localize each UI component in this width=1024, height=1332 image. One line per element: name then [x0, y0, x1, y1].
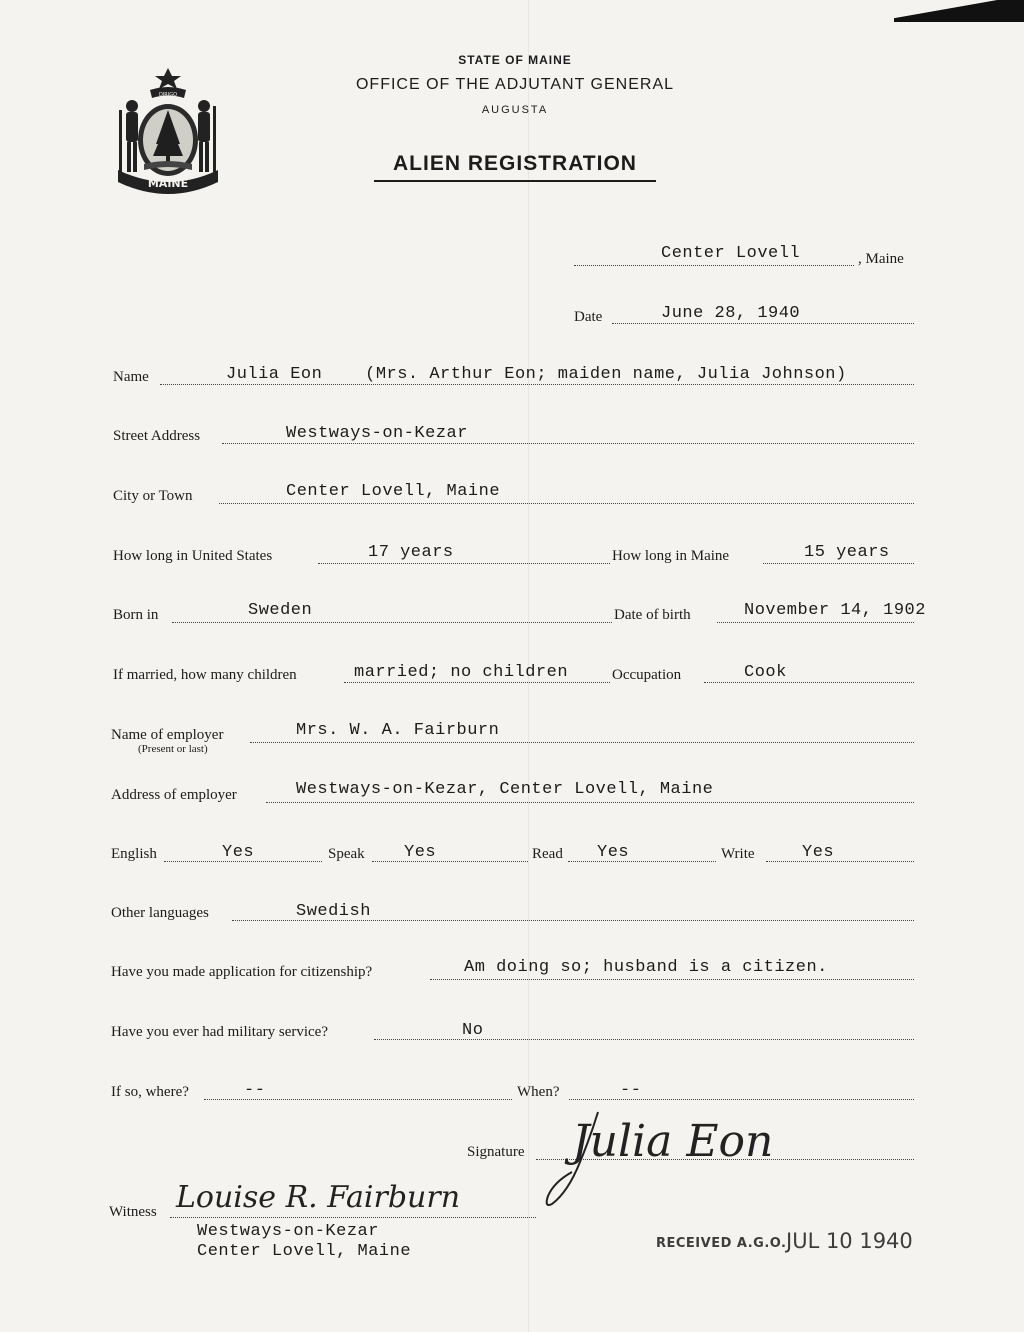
children-value: married; no children	[354, 663, 569, 682]
received-stamp-date: JUL 10 1940	[786, 1229, 913, 1253]
citizenship-label: Have you made application for citizenship?	[111, 964, 373, 980]
signature-flourish	[542, 1108, 602, 1210]
witness-label: Witness	[109, 1204, 157, 1220]
employer-address-value: Westways-on-Kezar, Center Lovell, Maine	[296, 780, 714, 799]
birth-date-label: Date of birth	[614, 607, 691, 623]
employer-address-line	[266, 802, 914, 803]
english-label: English	[111, 846, 157, 862]
name-line	[160, 384, 914, 385]
witness-line	[170, 1217, 536, 1218]
signature-label: Signature	[467, 1144, 525, 1160]
other-languages-value: Swedish	[296, 902, 371, 921]
write-value: Yes	[802, 843, 835, 862]
military-value: No	[462, 1021, 484, 1040]
seal-motto: DIRIGO	[158, 92, 178, 98]
where-value: --	[244, 1081, 266, 1100]
born-line	[172, 622, 612, 623]
read-value: Yes	[597, 843, 630, 862]
applicant-signature: Julia Eon	[572, 1116, 774, 1167]
witness-address-line2: Center Lovell, Maine	[197, 1242, 412, 1261]
born-label: Born in	[113, 607, 159, 623]
seal-banner: MAINE	[147, 177, 189, 190]
speak-label: Speak	[328, 846, 365, 862]
citizenship-value: Am doing so; husband is a citizen.	[464, 958, 828, 977]
us-time-label: How long in United States	[113, 548, 273, 564]
where-label: If so, where?	[111, 1084, 189, 1100]
us-time-value: 17 years	[368, 543, 454, 562]
read-line	[568, 861, 716, 862]
form-title: ALIEN REGISTRATION	[374, 152, 656, 182]
employer-sublabel: (Present or last)	[138, 743, 208, 755]
maine-time-line	[763, 563, 914, 564]
occupation-label: Occupation	[612, 667, 682, 683]
city-heading: AUGUSTA	[481, 104, 549, 116]
us-time-line	[318, 563, 610, 564]
witness-signature: Louise R. Fairburn	[176, 1180, 461, 1215]
children-label: If married, how many children	[113, 667, 297, 683]
read-label: Read	[532, 846, 563, 862]
maine-state-seal	[110, 66, 226, 200]
speak-line	[372, 861, 528, 862]
children-line	[344, 682, 610, 683]
received-stamp-prefix: RECEIVED A.G.O.	[656, 1236, 787, 1251]
scan-corner-shadow	[894, 0, 1024, 22]
citizenship-line	[430, 979, 914, 980]
when-label: When?	[517, 1084, 560, 1100]
name-value: Julia Eon (Mrs. Arthur Eon; maiden name, Julia Johnson)	[226, 365, 847, 384]
city-label: City or Town	[113, 488, 193, 504]
maine-time-label: How long in Maine	[612, 548, 730, 564]
occupation-line	[704, 682, 914, 683]
employer-address-label: Address of employer	[111, 787, 237, 803]
military-line	[374, 1039, 914, 1040]
street-value: Westways-on-Kezar	[286, 424, 468, 443]
employer-label: Name of employer	[111, 727, 224, 743]
other-languages-label: Other languages	[111, 905, 209, 921]
maine-time-value: 15 years	[804, 543, 890, 562]
place-suffix: , Maine	[858, 251, 904, 267]
office-heading: OFFICE OF THE ADJUTANT GENERAL	[355, 76, 675, 93]
street-line	[222, 443, 914, 444]
place-line	[574, 265, 854, 266]
date-label: Date	[574, 309, 603, 325]
date-line	[612, 323, 914, 324]
write-line	[766, 861, 914, 862]
birth-date-value: November 14, 1902	[744, 601, 926, 620]
city-line	[219, 503, 914, 504]
military-label: Have you ever had military service?	[111, 1024, 328, 1040]
employer-value: Mrs. W. A. Fairburn	[296, 721, 500, 740]
english-value: Yes	[222, 843, 255, 862]
name-label: Name	[113, 369, 149, 385]
date-value: June 28, 1940	[661, 304, 801, 323]
when-value: --	[620, 1081, 642, 1100]
birth-date-line	[717, 622, 914, 623]
employer-line	[250, 742, 914, 743]
state-heading: STATE OF MAINE	[458, 53, 572, 67]
witness-address-line1: Westways-on-Kezar	[197, 1222, 379, 1241]
born-value: Sweden	[248, 601, 313, 620]
place-value: Center Lovell	[661, 244, 801, 263]
speak-value: Yes	[404, 843, 437, 862]
city-value: Center Lovell, Maine	[286, 482, 501, 501]
street-label: Street Address	[113, 428, 201, 444]
write-label: Write	[721, 846, 755, 862]
occupation-value: Cook	[744, 663, 787, 682]
